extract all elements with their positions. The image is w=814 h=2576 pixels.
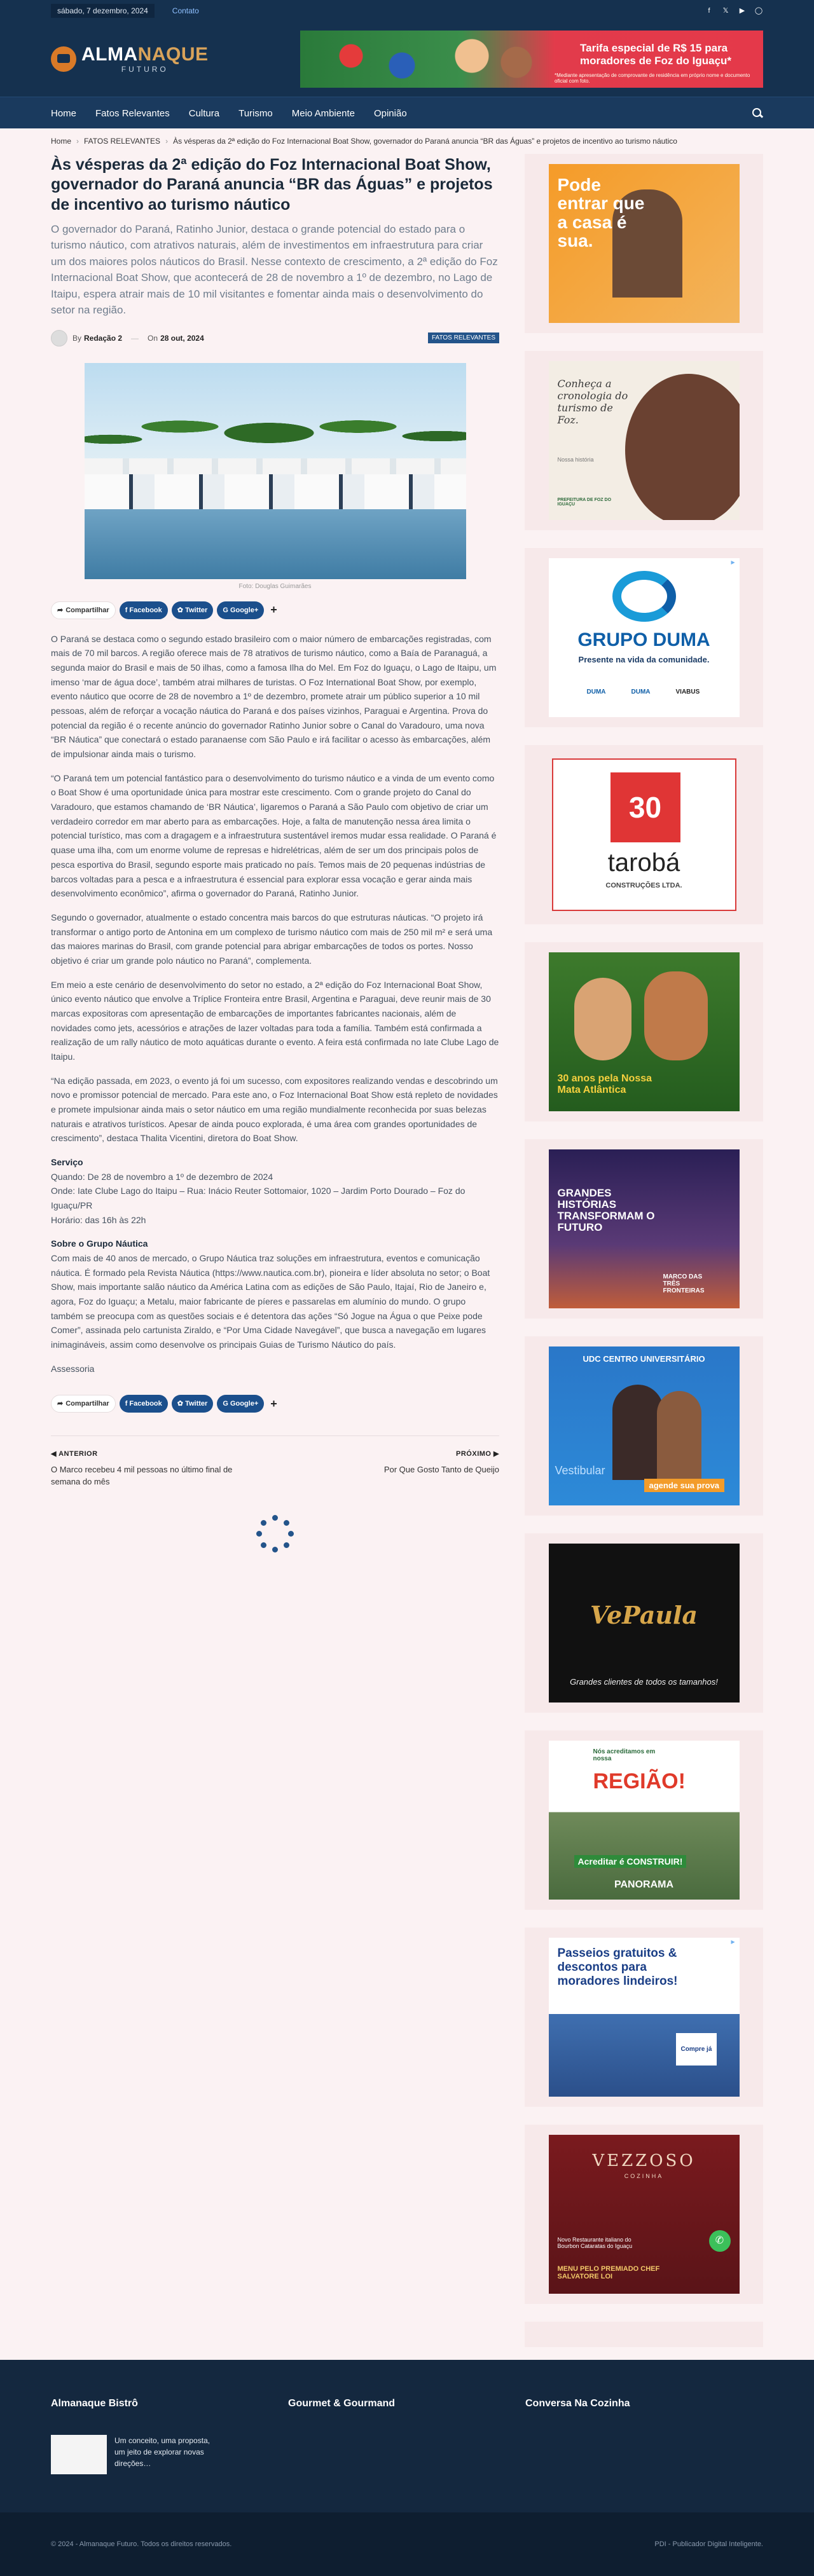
ad-taroba[interactable]	[552, 758, 736, 911]
share-label	[51, 601, 116, 619]
next-label: PRÓXIMO	[456, 1450, 492, 1458]
sidebar-ad-slot	[525, 942, 763, 1121]
share-icon: ➦	[57, 1400, 64, 1408]
breadcrumb-separator: ›	[165, 137, 169, 146]
ad-marco-tres-fronteiras[interactable]	[549, 1149, 740, 1308]
sidebar-ad-slot	[525, 548, 763, 727]
social-links	[705, 6, 763, 15]
ad-turismo-foz[interactable]	[549, 361, 740, 520]
ad-duma-sub1: DUMA	[586, 689, 606, 695]
facebook-icon[interactable]: f	[708, 7, 710, 15]
ad-itaipu-tag[interactable]: Compre já	[676, 2033, 717, 2066]
ad-casa-headline: Pode entrar que a casa é sua.	[557, 175, 645, 251]
nav-opiniao[interactable]: Opinião	[373, 107, 407, 119]
sobre-text: Com mais de 40 anos de mercado, o Grupo Náutica traz soluções em infraestrutura, eventos e comunicação náutica. É formado pela Revista Náutica (https://www.nautica.com.br), pioneira e líder absoluta no setor; o Boat Show, mais importante salão náutico da América Latina com as edições de São Paulo, Itajaí, Rio de Janeiro e, agora, Foz do Iguaçu; a Metalu, maior fabricante de píeres e passarelas em alumínio do mundo. O grupo também se preocupa com as questões sociais e é detentora das ações “Só Jogue na Água o que Peixe pode Comer”, assinada pelo cartunista Ziraldo, e “Por Uma Cidade Navegável”, que busca a navegação em lugares inimagináveis, assim como desenvolve os principais Guias de Turismo Náutico do país.	[51, 1252, 490, 1350]
youtube-icon[interactable]: ▶	[739, 7, 745, 15]
nav-fatos-relevantes[interactable]: Fatos Relevantes	[95, 107, 170, 119]
share-google-label: Google+	[230, 606, 259, 614]
google-icon: G	[223, 1400, 230, 1408]
article-meta	[51, 330, 499, 346]
category-badge[interactable]: FATOS RELEVANTES	[428, 332, 499, 343]
sobre-title: Sobre o Grupo Náutica	[51, 1238, 148, 1249]
share-bar-bottom	[51, 1395, 499, 1413]
post-navigation	[51, 1435, 499, 1488]
ad-panorama-l2: REGIÃO!	[593, 1769, 686, 1793]
current-date: sábado, 7 dezembro, 2024	[51, 4, 155, 18]
banner-headline: Tarifa especial de R$ 15 para moradores de Foz do Iguaçu*	[580, 42, 732, 67]
site-footer	[0, 2360, 814, 2512]
share-facebook-button[interactable]	[120, 1395, 168, 1413]
servico-line: Quando: De 28 de novembro a 1º de dezembro de 2024	[51, 1171, 273, 1182]
previous-post-title[interactable]: O Marco recebeu 4 mil pessoas no último final de semana do mês	[51, 1464, 233, 1487]
previous-post[interactable]	[51, 1449, 261, 1488]
site-header	[0, 22, 814, 97]
ad-vezzoso-l1: Novo Restaurante italiano do Bourbon Cataratas do Iguaçu	[557, 2237, 633, 2249]
previous-label: ANTERIOR	[59, 1450, 98, 1458]
share-more-button[interactable]: +	[270, 1397, 277, 1410]
copyright-text: © 2024 - Almanaque Futuro. Todos os direitos reservados.	[51, 2540, 232, 2548]
ad-marco-sub: MARCO DAS TRÊS FRONTEIRAS	[663, 1273, 705, 1294]
breadcrumb-separator: ›	[76, 137, 79, 146]
sidebar-ad-slot	[525, 1139, 763, 1319]
photo-caption: Foto: Douglas Guimarães	[238, 582, 312, 590]
sidebar-ad-slot	[525, 1928, 763, 2107]
ad-panorama-l3: Acreditar é CONSTRUIR!	[574, 1855, 687, 1868]
twitter-icon: ✿	[177, 1400, 186, 1408]
share-facebook-label: Facebook	[129, 606, 162, 614]
ad-turismo-headline: Conheça a cronologia do turismo de Foz.	[557, 378, 628, 426]
publish-date: 28 out, 2024	[160, 333, 204, 343]
ad-vezzoso-sub: COZINHA	[624, 2173, 664, 2179]
share-google-label: Google+	[230, 1400, 259, 1408]
on-label: On	[148, 333, 158, 343]
share-bar-top	[51, 601, 499, 619]
article-lead: O governador do Paraná, Ratinho Junior, destaca o grande potencial do estado para o turismo náutico, com atrativos naturais, além de investimentos em infraestrutura para criar um dos maiores polos náuticos do Brasil. Nesse contexto de crescimento, a 2ª edição do Foz Internacional Boat Show, que acontecerá de 28 de novembro a 1º de dezembro, no Lago de Itaipu, espera atrair mais de 10 mil visitantes e fomentar ainda mais o desenvolvimento do setor na região.	[51, 223, 498, 317]
article	[51, 154, 499, 2347]
breadcrumb-current: Às vésperas da 2ª edição do Foz Internacional Boat Show, governador do Paraná anuncia “BR das Águas” e projetos de incentivo ao turismo náutico	[173, 137, 677, 146]
article-photo	[85, 363, 466, 579]
loading-spinner-icon	[256, 1515, 294, 1553]
ad-marco-headline: GRANDES HISTÓRIAS TRANSFORMAM O FUTURO	[557, 1187, 655, 1233]
ad-grupo-duma[interactable]	[549, 558, 740, 717]
footer-post-thumbnail[interactable]	[51, 2435, 107, 2474]
ad-vezzoso-l2: MENU PELO PREMIADO CHEF SALVATORE LOI	[557, 2265, 660, 2280]
share-twitter-button[interactable]	[172, 601, 214, 619]
twitter-icon: ✿	[177, 606, 186, 614]
facebook-icon: f	[125, 606, 130, 614]
ad-panorama[interactable]	[549, 1741, 740, 1900]
article-paragraph: O Paraná se destaca como o segundo estado brasileiro com o maior número de embarcações registradas, com mais de 70 mil barcos. A região oferece mais de 78 atrativos de turismo náutico, como a Baía de Paranaguá, a segunda maior do Brasil e mais de 50 ilhas, como a famosa Ilha do Mel. Em Foz do Iguaçu, o Lago de Itaipu, um imenso ‘mar de água doce’, também atrai milhares de turistas. O Foz International Boat Show, por exemplo, evento náutico que ocorre de 28 de novembro a 1º de dezembro, promete atrair um público superior a 10 mil pessoas, além de reforçar a vocação náutica do Paraná e dos países vizinhos, Paraguai e Argentina. Prova do potencial da região é o recente anúncio do governador Ratinho Junior sobre o Canal do Varadouro, uma nova “BR Náutica” que conectará o estado paranaense com São Paulo e irá facilitar o acesso às embarcações, além de impulsionar ainda mais o turismo.	[51, 633, 497, 760]
share-facebook-label: Facebook	[129, 1400, 162, 1408]
article-body	[51, 632, 499, 1376]
ad-taroba-brand: tarobá	[607, 849, 680, 877]
share-icon: ➦	[57, 606, 64, 614]
logo-mark-icon	[51, 46, 76, 72]
ad-vezzoso-brand: VEZZOSO	[592, 2151, 696, 2170]
next-post[interactable]	[289, 1449, 499, 1488]
article-paragraph: “Na edição passada, em 2023, o evento já foi um sucesso, com expositores realizando vendas e descobrindo um novo e promissor potencial de mercado. Para este ano, o Foz Internacional Boat Show está repleto de novidades e promete impulsionar ainda mais o setor náutico em uma região mundialmente reconhecida por suas belezas naturais e atrativos turísticos. Apesar de ainda pouco explorada, é uma área com grandes oportunidades de crescimento”, destaca Thalita Vicentini, diretora do Boat Show.	[51, 1075, 498, 1144]
ad-duma-tagline: Presente na vida da comunidade.	[578, 655, 710, 664]
ad-panorama-l1: Nós acreditamos em nossa	[593, 1748, 656, 1762]
author-avatar[interactable]	[51, 330, 67, 346]
article-figure	[85, 363, 466, 590]
ad-turismo-brand: PREFEITURA DE FOZ DO IGUAÇU	[557, 498, 612, 507]
author-name[interactable]: Redação 2	[84, 333, 123, 343]
ad-taroba-sub: CONSTRUÇÕES LTDA.	[605, 882, 682, 889]
next-post-title[interactable]: Por Que Gosto Tanto de Queijo	[383, 1464, 499, 1474]
footer-col-title[interactable]: Gourmet & Gourmand	[288, 2398, 396, 2409]
sidebar-ad-slot	[525, 1730, 763, 1910]
chevron-left-icon: ◀	[51, 1450, 59, 1458]
ad-taroba-30: 30	[628, 791, 662, 824]
share-google-button[interactable]	[217, 601, 264, 619]
sidebar-ad-slot-empty	[525, 2322, 763, 2347]
logo-name-part1: ALMA	[81, 44, 138, 65]
meta-separator: —	[131, 333, 139, 343]
nav-cultura[interactable]: Cultura	[188, 107, 220, 119]
ad-vezzoso[interactable]	[549, 2135, 740, 2294]
sidebar-ad-slot	[525, 2125, 763, 2304]
ad-mata-atlantica[interactable]	[549, 952, 740, 1111]
search-icon[interactable]	[752, 107, 763, 119]
share-twitter-label: Twitter	[185, 1400, 208, 1408]
servico-title: Serviço	[51, 1156, 83, 1167]
article-paragraph: “O Paraná tem um potencial fantástico para o desenvolvimento do turismo náutico e a vinda de um evento como o Boat Show é uma oportunidade única para mostrar este crescimento. Com o grande projeto do Canal do Varadouro, que estamos chamando de ‘BR Náutica’, ligaremos o Paraná a São Paulo com objetivo de criar um verdadeiro corredor em mar aberto para as embarcações. Hoje, a falta de manutenção nessa área limita o potencial turístico, mas com a dragagem e a infraestrutura sustentável iremos mudar essa realidade. O Paraná é quase uma ilha, com um enorme volume de represas e hidrelétricas, além de ser um dos principais polos de pesca esportiva do Brasil, segundo esporte mais praticado no país. Temos mais de 20 pequenas indústrias de barcos voltadas para a pesca e a infraestrutura é essencial para explorar essa vocação e gerar ainda mais desenvolvimento econômico”, afirma o governador do Paraná, Ratinho Junior.	[51, 772, 497, 899]
ad-vepaula[interactable]	[549, 1544, 740, 1702]
servico-line: Horário: das 16h às 22h	[51, 1214, 146, 1225]
facebook-icon: f	[125, 1400, 130, 1408]
footer-post-title[interactable]: Um conceito, uma proposta, um jeito de explorar novas direções…	[114, 2436, 210, 2468]
ad-udc[interactable]	[549, 1346, 740, 1505]
footer-col-title[interactable]: Almanaque Bistrô	[51, 2398, 138, 2409]
ad-udc-tag: Vestibular	[555, 1464, 605, 1477]
share-label-text: Compartilhar	[66, 1400, 109, 1408]
ad-udc-brand: UDC CENTRO UNIVERSITÁRIO	[583, 1354, 705, 1364]
article-paragraph: Segundo o governador, atualmente o estado concentra mais barcos do que estruturas náuticas. “O projeto irá transformar o antigo porto de Antonina em um complexo de turismo náutico com mais de 250 mil m² e será uma das maiores marinas do Brasil, com grande potencial para abrigar embarcações de todos os portes. Nosso objetivo é criar um grande polo náutico no Paraná”, complementa.	[51, 912, 493, 966]
ad-itaipu-headline: Passeios gratuitos & descontos para moradores lindeiros!	[557, 1947, 678, 1988]
banner-fine-print: *Mediante apresentação de comprovante de residência em próprio nome e documento oficial com foto.	[555, 72, 750, 84]
logo-subtitle: FUTURO	[121, 65, 169, 74]
top-banner-ad[interactable]	[300, 31, 763, 88]
breadcrumb-home[interactable]: Home	[51, 137, 72, 146]
footer-post[interactable]	[51, 2435, 288, 2474]
share-twitter-label: Twitter	[185, 606, 208, 614]
ad-mata-headline: 30 anos pela Nossa Mata Atlântica	[557, 1073, 652, 1095]
ad-turismo-line2: Nossa história	[557, 456, 594, 463]
ad-vepaula-brand: VePaula	[590, 1601, 698, 1629]
share-twitter-button[interactable]	[172, 1395, 214, 1413]
sidebar-ad-slot	[525, 745, 763, 924]
site-logo[interactable]	[51, 45, 209, 73]
nav-meio-ambiente[interactable]: Meio Ambiente	[291, 107, 355, 119]
nav-turismo[interactable]: Turismo	[238, 107, 273, 119]
twitter-icon[interactable]: 𝕏	[722, 7, 729, 15]
nav-home[interactable]: Home	[51, 107, 77, 119]
ad-panorama-brand: PANORAMA	[614, 1879, 674, 1890]
share-facebook-button[interactable]	[120, 601, 168, 619]
copyright-bar	[0, 2512, 814, 2576]
whatsapp-icon[interactable]: ✆	[709, 2230, 731, 2252]
adchoices-icon[interactable]: ▶	[731, 559, 735, 565]
sidebar-ad-slot	[525, 1533, 763, 1713]
sidebar-ad-slot	[525, 1336, 763, 1516]
banner-birds-image	[300, 31, 555, 88]
ad-vepaula-tagline: Grandes clientes de todos os tamanhos!	[570, 1677, 718, 1687]
google-icon: G	[223, 606, 230, 614]
ad-duma-sub2: DUMA	[631, 689, 651, 695]
adchoices-icon[interactable]: ▶	[731, 1939, 735, 1945]
servico-line: Onde: Iate Clube Lago do Itaipu – Rua: Inácio Reuter Sottomaior, 1020 – Jardim Porto Dourado – Foz do Iguaçu/PR	[51, 1186, 466, 1210]
breadcrumb-category[interactable]: FATOS RELEVANTES	[84, 137, 161, 146]
sidebar-ad-slot	[525, 154, 763, 333]
article-paragraph: Em meio a este cenário de desenvolvimento do setor no estado, a 2ª edição do Foz Internacional Boat Show, único evento náutico que envolve a Tríplice Fronteira entre Brasil, Argentina e Paraguai, deve reunir mais de 30 marcas expositoras com apresentação de embarcações de importantes fabricantes nacionais, além de novidades como jets, acessórios e atrações de lazer voltadas para toda a família. Também está confirmada a realização de um rally náutico de moto aquáticas durante o evento. A feira está confirmada no Iate Clube Lago de Itaipu.	[51, 979, 499, 1062]
footer-col-title[interactable]: Conversa Na Cozinha	[525, 2398, 630, 2409]
share-label-text: Compartilhar	[66, 606, 109, 614]
main-nav	[0, 97, 814, 128]
ad-duma-sub3: VIABUS	[675, 689, 700, 695]
breadcrumb	[0, 128, 814, 154]
sidebar-ad-slot	[525, 351, 763, 530]
top-bar	[0, 0, 814, 22]
contato-link[interactable]: Contato	[172, 6, 199, 15]
ad-itaipu-passeios[interactable]	[549, 1938, 740, 2097]
article-title: Às vésperas da 2ª edição do Foz Internacional Boat Show, governador do Paraná anuncia “BR das Águas” e projetos de incentivo ao turismo náutico	[51, 156, 493, 214]
ad-casa[interactable]	[549, 164, 740, 323]
instagram-icon[interactable]: ◯	[754, 7, 763, 15]
chevron-right-icon: ▶	[491, 1450, 499, 1458]
sidebar	[525, 154, 763, 2347]
servico-section	[51, 1155, 499, 1227]
logo-name-part2: NAQUE	[137, 44, 209, 65]
ad-udc-cta[interactable]: agende sua prova	[644, 1479, 725, 1492]
article-signature: Assessoria	[51, 1363, 95, 1374]
ad-duma-brand: GRUPO DUMA	[577, 629, 710, 650]
share-google-button[interactable]	[217, 1395, 264, 1413]
by-label: By	[72, 333, 82, 343]
publisher-link[interactable]: PDI - Publicador Digital Inteligente.	[654, 2540, 763, 2548]
share-label	[51, 1395, 116, 1413]
share-more-button[interactable]: +	[270, 603, 277, 617]
